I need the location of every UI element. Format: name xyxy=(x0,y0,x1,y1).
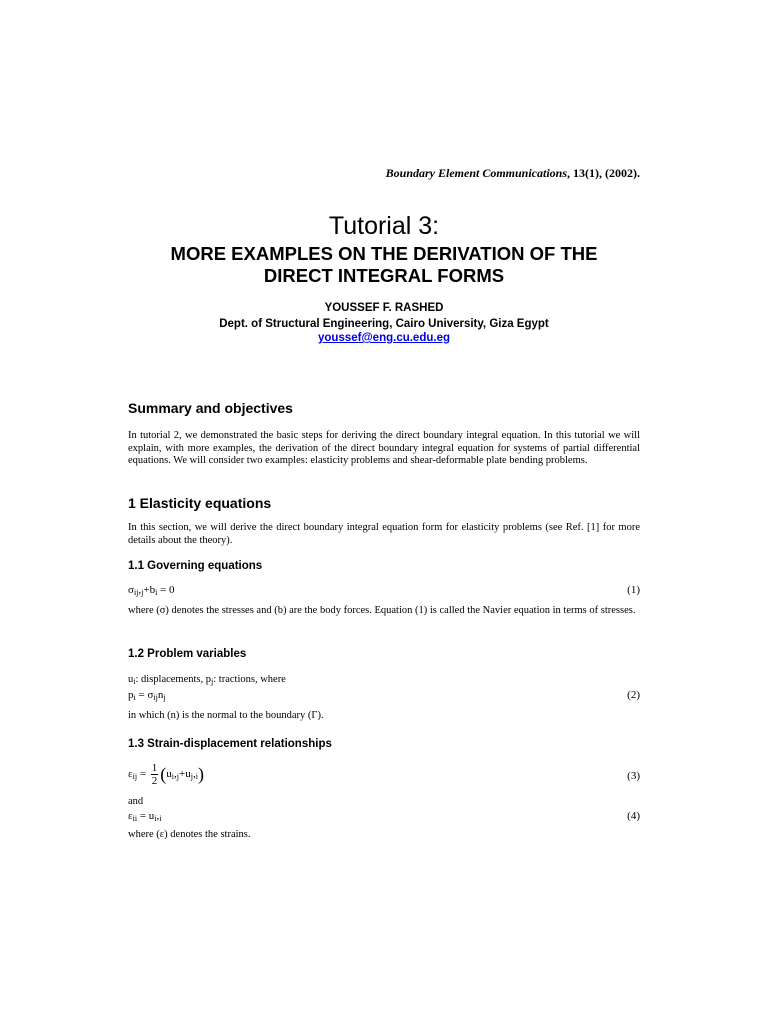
summary-heading: Summary and objectives xyxy=(128,400,293,416)
equation-4-body: $\varepsilon_{ii} = u_i,_i$ xyxy=(128,810,162,823)
section-1-paragraph: In this section, we will derive the direct boundary integral equation form for elasticity problems (see Ref. [1] for more details about the theory). xyxy=(128,522,640,546)
and-text: and xyxy=(128,796,144,807)
fraction-half: $\frac{1}{2}$ xyxy=(151,762,158,787)
tractions-label: : tractions, where xyxy=(213,674,286,685)
equation-3-body: $\varepsilon_{ij}$ = $\frac{1}{2}$ $(u_i,_j+u_j,_i)$ xyxy=(128,762,204,787)
equation-1-body: $\sigma_{ij},_j+b_i = 0$ xyxy=(128,584,175,597)
displacements-label: : displacements, xyxy=(135,674,206,685)
page-subtitle xyxy=(0,243,768,287)
summary-paragraph: In tutorial 2, we demonstrated the basic steps for deriving the direct boundary integral equation. In this tutorial we will explain, with more examples, the derivation of the direct boundary integral equation for systems of partial differential equations. We will consider two examples: elasticity problems and shear-deformable plate bending problems. xyxy=(128,430,640,467)
journal-name: Boundary Element Communications xyxy=(385,166,568,180)
subsection-1-1-paragraph: where (σ) denotes the stresses and (b) are the body forces. Equation (1) is called the Navier equation in terms of stresses. xyxy=(128,605,636,616)
subsection-1-1-heading: 1.1 Governing equations xyxy=(128,560,263,572)
equation-2-body: $p_i = \sigma_{ij}n_j$ xyxy=(128,689,166,702)
subtitle-line-2: DIRECT INTEGRAL FORMS xyxy=(263,265,505,286)
author-email[interactable] xyxy=(0,332,768,344)
journal-volume: , 13(1), (2002). xyxy=(567,166,640,180)
subsection-1-3-paragraph: where (ε) denotes the strains. xyxy=(128,829,251,840)
equation-2 xyxy=(128,689,640,705)
equation-4-number: (4) xyxy=(627,810,640,822)
subsection-1-2-paragraph: in which (n) is the normal to the boundary (Γ). xyxy=(128,710,324,721)
subsection-1-3-heading: 1.3 Strain-displacement relationships xyxy=(128,738,332,750)
problem-variables-line: $u_i$: displacements, $p_j$: tractions, where xyxy=(128,674,286,686)
equation-2-number: (2) xyxy=(627,689,640,701)
author-affiliation: Dept. of Structural Engineering, Cairo University, Giza Egypt xyxy=(219,318,549,330)
journal-reference xyxy=(386,166,640,181)
author-name: YOUSSEF F. RASHED xyxy=(324,302,444,314)
equation-3-number: (3) xyxy=(627,770,640,782)
section-1-heading: 1 Elasticity equations xyxy=(128,495,272,511)
equation-3 xyxy=(128,762,640,792)
page-title: Tutorial 3: xyxy=(328,212,440,240)
equation-1 xyxy=(128,584,640,600)
subtitle-line-1: MORE EXAMPLES ON THE DERIVATION OF THE xyxy=(170,243,598,264)
email-link[interactable]: youssef@eng.cu.edu.eg xyxy=(318,332,450,344)
subsection-1-2-heading: 1.2 Problem variables xyxy=(128,648,247,660)
equation-4 xyxy=(128,810,640,826)
equation-1-number: (1) xyxy=(627,584,640,596)
